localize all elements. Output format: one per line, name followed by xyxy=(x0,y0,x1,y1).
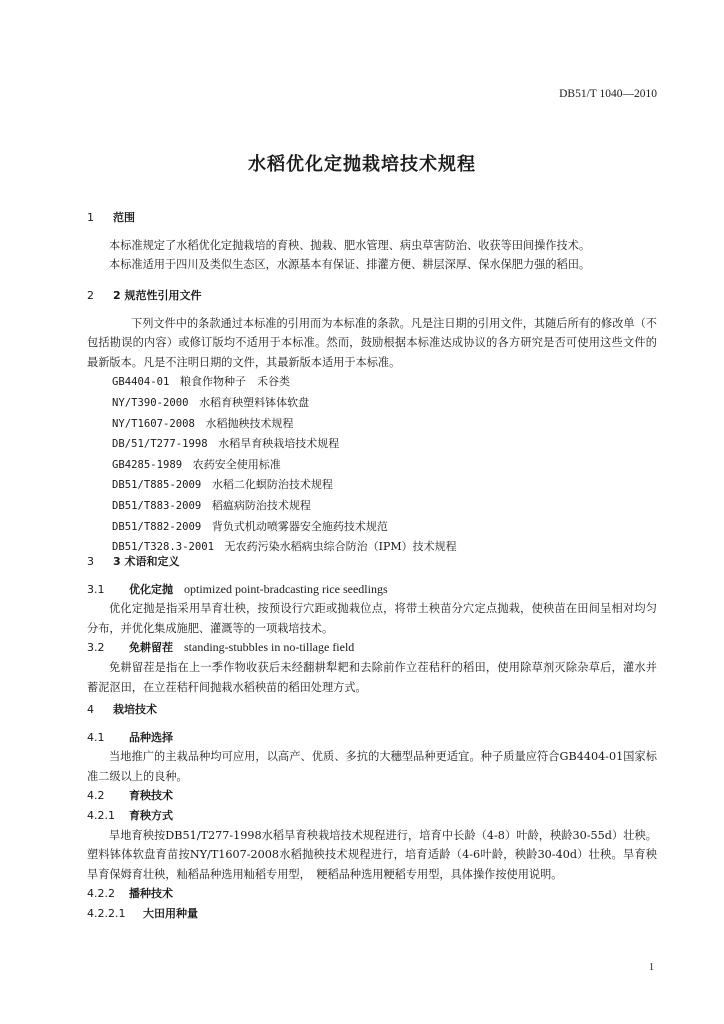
reference-title: 背负式机动喷雾器安全施药技术规范 xyxy=(211,519,388,533)
document-title: 水稻优化定抛栽培技术规程 xyxy=(248,154,476,175)
reference-title: 稻瘟病防治技术规程 xyxy=(211,498,311,512)
reference-code: DB/51/T277-1998 xyxy=(112,438,208,451)
term-heading xyxy=(87,580,657,600)
reference-item xyxy=(87,414,657,435)
reference-code: DB51/T328.3-2001 xyxy=(112,541,215,554)
section-1 xyxy=(87,208,657,275)
reference-item xyxy=(87,455,657,476)
term-number: 3.1 xyxy=(87,582,105,596)
subsection-heading xyxy=(87,884,657,904)
section-3 xyxy=(87,552,657,697)
section-4-heading xyxy=(87,700,657,720)
paragraph: 当地推广的主栽品种均可应用，以高产、优质、多抗的大穗型品种更适宜。种子质量应符合GB4404-01国家标准二级以上的良种。 xyxy=(87,750,657,783)
section-number: 3 xyxy=(87,555,94,568)
term-english: standing-stubbles in no-tillage field xyxy=(184,640,355,655)
reference-code: DB51/T883-2009 xyxy=(112,499,202,512)
subsection-number: 4.2.2 xyxy=(87,887,115,901)
reference-code: GB4404-01 xyxy=(112,376,170,389)
reference-title: 水稻育秧塑料钵体软盘 xyxy=(199,395,310,409)
term-definition: 免耕留茬是指在上一季作物收获后未经翻耕犁耙和去除前作立茬秸秆的稻田，使用除草剂灭除杂草后，灌水并蓄泥沤田，在立茬秸秆间抛栽水稻秧苗的稻田处理方式。 xyxy=(87,660,657,694)
section-title: 栽培技术 xyxy=(113,703,157,716)
paragraph: 旱地育秧按DB51/T277-1998水稻旱育秧栽培技术规程进行，培育中长龄（4-8）叶龄，秧龄30-55d）壮秧。塑料钵体软盘育苗按NY/T1607-2008水稻抛秧技术规程进行，培育适龄（4-6叶龄，秧龄30-40d）壮秧。旱育秧旱育保姆育壮秧，籼稻品种选用籼稻专用型， 粳稻品种选用粳稻专用型，具体操作按使用说明。 xyxy=(87,828,657,881)
subsection-title: 品种选择 xyxy=(129,730,173,744)
section-number: 2 xyxy=(87,289,94,302)
section-2 xyxy=(87,286,657,558)
subsection-number: 4.2.2.1 xyxy=(87,906,126,920)
term-heading xyxy=(87,638,657,658)
subsection-heading xyxy=(87,904,657,924)
paragraph: 下列文件中的条款通过本标准的引用而为本标准的条款。凡是注日期的引用文件，其随后所有的修改单（不包括勘误的内容）或修订版均不适用于本标准。然而，鼓励根据本标准达成协议的各方研究是否可使用这些文件的最新版本。凡是不注明日期的文件，其最新版本适用于本标准。 xyxy=(87,316,657,369)
standard-code: DB51/T 1040—2010 xyxy=(559,88,657,100)
subsection-heading xyxy=(87,786,657,806)
reference-code: NY/T390-2000 xyxy=(112,396,189,409)
reference-title: 水稻二化螟防治技术规程 xyxy=(211,478,333,492)
normative-references xyxy=(87,372,657,557)
reference-title: 水稻抛秧技术规程 xyxy=(205,416,294,430)
subsection-title: 育秧方式 xyxy=(129,808,173,822)
reference-title: 粮食作物种子 禾谷类 xyxy=(180,375,290,389)
subsection-heading xyxy=(87,728,657,748)
section-number: 1 xyxy=(87,211,94,224)
reference-item xyxy=(87,496,657,517)
reference-title: 农药安全使用标准 xyxy=(192,457,281,471)
reference-item xyxy=(87,393,657,414)
section-1-heading xyxy=(87,208,657,228)
paragraph: 本标准规定了水稻优化定抛栽培的育秧、抛栽、肥水管理、病虫草害防治、收获等田间操作技术。 xyxy=(109,238,591,252)
section-title: 范围 xyxy=(113,211,135,224)
reference-item xyxy=(87,372,657,393)
term-definition: 优化定抛是指采用旱育壮秧，按预设行穴距或抛栽位点，将带土秧苗分穴定点抛栽，使秧苗在田间呈相对均匀分布，并优化集成施肥、灌溉等的一项栽培技术。 xyxy=(87,602,657,635)
reference-item xyxy=(87,475,657,496)
reference-item xyxy=(87,517,657,538)
subsection-title: 育秧技术 xyxy=(129,789,173,803)
section-4 xyxy=(87,700,657,924)
paragraph: 本标准适用于四川及类似生态区，水源基本有保证、排灌方便、耕层深厚、保水保肥力强的稻田。 xyxy=(109,258,591,272)
reference-code: DB51/T885-2009 xyxy=(112,479,202,492)
term-number: 3.2 xyxy=(87,641,105,655)
section-2-heading xyxy=(87,286,657,306)
subsection-heading xyxy=(87,806,657,826)
reference-code: DB51/T882-2009 xyxy=(112,520,202,533)
reference-code: GB4285-1989 xyxy=(112,458,183,471)
term-name: 优化定抛 xyxy=(129,582,173,596)
page-number: 1 xyxy=(649,962,654,973)
subsection-title: 播种技术 xyxy=(129,887,173,901)
reference-title: 无农药污染水稻病虫综合防治（IPM）技术规程 xyxy=(224,540,457,554)
subsection-number: 4.2.1 xyxy=(87,808,115,822)
section-title: 2 规范性引用文件 xyxy=(113,289,202,302)
reference-code: NY/T1607-2008 xyxy=(112,417,195,430)
term-name: 免耕留茬 xyxy=(129,641,173,655)
reference-title: 水稻旱育秧栽培技术规程 xyxy=(218,437,340,451)
subsection-number: 4.1 xyxy=(87,730,105,744)
section-title: 3 术语和定义 xyxy=(113,555,180,568)
section-number: 4 xyxy=(87,703,94,716)
subsection-title: 大田用种量 xyxy=(143,906,198,920)
subsection-number: 4.2 xyxy=(87,789,105,803)
term-english: optimized point-bradcasting rice seedlings xyxy=(184,581,388,596)
section-3-heading xyxy=(87,552,657,572)
reference-item xyxy=(87,434,657,455)
